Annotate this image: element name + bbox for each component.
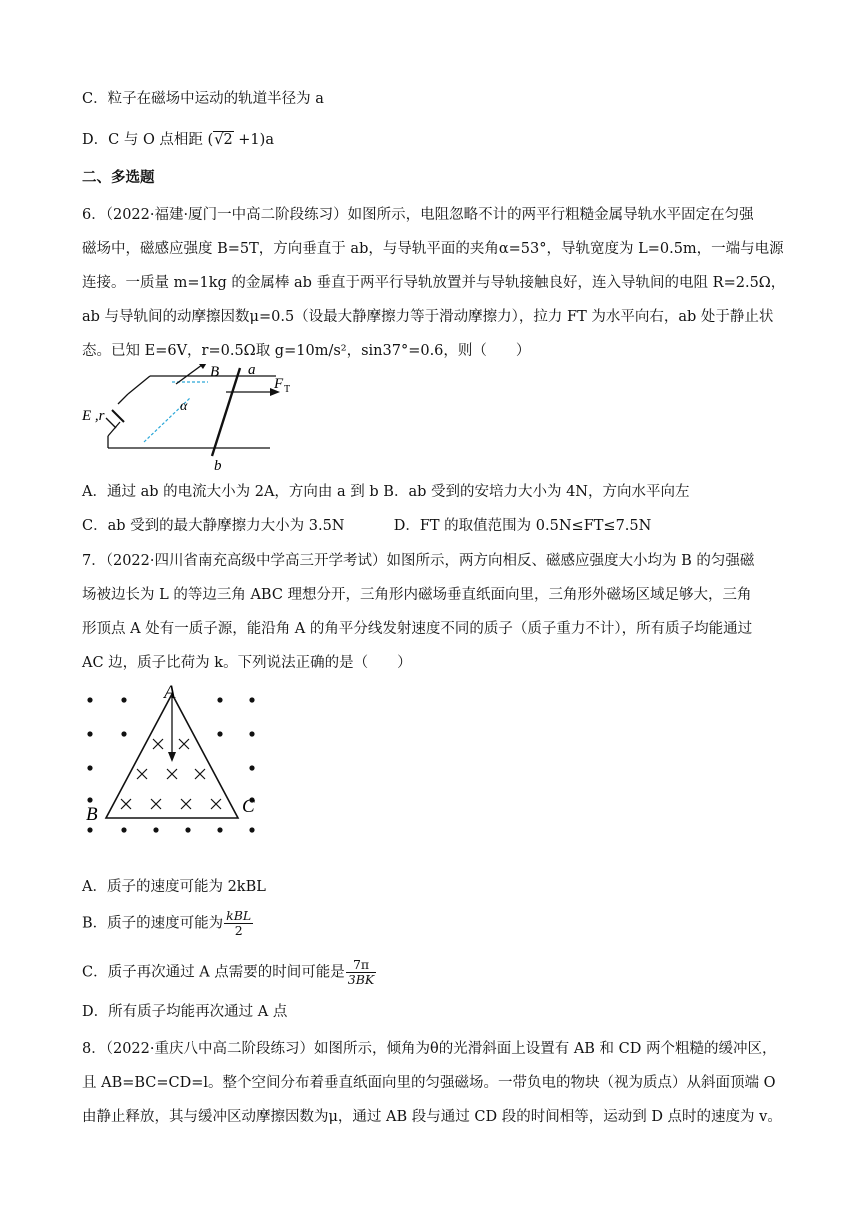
q5-option-d-suffix: +1)a bbox=[233, 132, 274, 148]
field-cross bbox=[181, 799, 191, 809]
q7-option-a: A．质子的速度可能为 2kBL bbox=[82, 879, 266, 895]
q5-option-d-sqrt: √2 bbox=[214, 132, 233, 148]
field-dot bbox=[249, 827, 254, 832]
q7-line-4: AC 边，质子比荷为 k。下列说法正确的是（ ） bbox=[82, 655, 412, 671]
field-cross bbox=[211, 799, 221, 809]
field-dot bbox=[217, 697, 222, 702]
q6-option-c bbox=[82, 516, 651, 536]
q6-label-a: a bbox=[248, 364, 256, 378]
q6-line-2: 磁场中，磁感应强度 B=5T，方向垂直于 ab，与导轨平面的夹角α=53°，导轨宽度为 L=0.5m，一端与电源 bbox=[82, 241, 784, 257]
field-dot bbox=[217, 731, 222, 736]
q5-option-c: C．粒子在磁场中运动的轨道半径为 a bbox=[82, 91, 324, 107]
field-dot bbox=[249, 765, 254, 770]
q7-option-d: D．所有质子均能再次通过 A 点 bbox=[82, 1004, 288, 1020]
q7-line-1: 7．（2022·四川省南充高级中学高三开学考试）如图所示，两方向相反、磁感应强度大小均为 B 的匀强磁 bbox=[82, 553, 755, 569]
field-cross bbox=[121, 799, 131, 809]
q5-option-d-prefix: D．C 与 O 点相距 ( bbox=[82, 132, 214, 148]
q6-option-c-text: C．ab 受到的最大静摩擦力大小为 3.5N bbox=[82, 518, 345, 534]
field-cross bbox=[151, 799, 161, 809]
field-dot bbox=[249, 697, 254, 702]
q7-option-b bbox=[82, 909, 253, 938]
q8-line-1: 8．（2022·重庆八中高二阶段练习）如图所示，倾角为θ的光滑斜面上设置有 AB 和 CD 两个粗糙的缓冲区， bbox=[82, 1041, 777, 1057]
q6-line-5: 态。已知 E=6V，r=0.5Ω取 g=10m/s²，sin37°=0.6，则（ ） bbox=[82, 343, 531, 359]
field-dot bbox=[249, 731, 254, 736]
q6-battery-plate bbox=[112, 410, 124, 422]
q8-line-2: 且 AB=BC=CD=l。整个空间分布着垂直纸面向里的匀强磁场。一带负电的物块（视为质点）从斜面顶端 O bbox=[82, 1075, 776, 1091]
field-dot bbox=[121, 731, 126, 736]
field-dot bbox=[87, 731, 92, 736]
q7-line-3: 形顶点 A 处有一质子源，能沿角 A 的角平分线发射速度不同的质子（质子重力不计），所有质子均能通过 bbox=[82, 621, 753, 637]
field-dot bbox=[87, 797, 92, 802]
q6-option-ab: A．通过 ab 的电流大小为 2A，方向由 a 到 b B．ab 受到的安培力大小为 4N，方向水平向左 bbox=[82, 484, 690, 500]
q6-label-f: F bbox=[274, 376, 284, 392]
q7-dots-outside bbox=[87, 697, 254, 832]
q7-crosses-inside bbox=[121, 739, 221, 809]
field-dot bbox=[121, 827, 126, 832]
q7-option-c-text: C．质子再次通过 A 点需要的时间可能是 bbox=[82, 964, 345, 981]
q7-label-a: A bbox=[164, 682, 176, 703]
field-dot bbox=[185, 827, 190, 832]
q6-option-d-text: D．FT 的取值范围为 0.5N≤FT≤7.5N bbox=[393, 518, 652, 534]
q6-rod-ab bbox=[212, 368, 240, 456]
field-cross bbox=[179, 739, 189, 749]
field-dot bbox=[87, 697, 92, 702]
q7-label-b: B bbox=[86, 804, 98, 825]
field-cross bbox=[137, 769, 147, 779]
q6-label-t: T bbox=[284, 384, 291, 395]
field-cross bbox=[167, 769, 177, 779]
field-cross bbox=[195, 769, 205, 779]
q6-label-b-end: b bbox=[214, 458, 222, 474]
q6-label-b-field: B bbox=[210, 364, 220, 380]
q6-line-4: ab 与导轨间的动摩擦因数μ=0.5（设最大静摩擦力等于滑动摩擦力），拉力 FT 为水平向右，ab 处于静止状 bbox=[82, 309, 774, 325]
q7-option-b-fraction: $\frac{\text{kBL}}{2}$ bbox=[226, 908, 252, 938]
q7-label-c: C bbox=[242, 796, 255, 817]
q5-option-d bbox=[82, 130, 274, 150]
q6-label-alpha: α bbox=[180, 399, 188, 414]
field-cross bbox=[153, 739, 163, 749]
field-dot bbox=[87, 765, 92, 770]
q8-line-3: 由静止释放，其与缓冲区动摩擦因数为μ，通过 AB 段与通过 CD 段的时间相等，运动到 D 点时的速度为 v。 bbox=[82, 1109, 782, 1125]
q7-figure bbox=[80, 680, 280, 840]
section-title: 二、多选题 bbox=[82, 169, 155, 186]
q7-option-b-text: B．质子的速度可能为 bbox=[82, 915, 224, 932]
field-dot bbox=[217, 827, 222, 832]
field-dot bbox=[121, 697, 126, 702]
q6-figure bbox=[80, 364, 300, 474]
q6-line-3: 连接。一质量 m=1kg 的金属棒 ab 垂直于两平行导轨放置并与导轨接触良好，连入导轨间的电阻 R=2.5Ω， bbox=[82, 275, 786, 291]
q7-line-2: 场被边长为 L 的等边三角 ABC 理想分开，三角形内磁场垂直纸面向里，三角形外磁场区域足够大，三角 bbox=[82, 587, 752, 603]
field-dot bbox=[87, 827, 92, 832]
q7-option-c-fraction: $\frac{7\pi}{3BK}$ bbox=[347, 957, 375, 987]
field-dot bbox=[153, 827, 158, 832]
q6-line-1: 6．（2022·福建·厦门一中高二阶段练习）如图所示，电阻忽略不计的两平行粗糙金属导轨水平固定在匀强 bbox=[82, 207, 754, 223]
q6-label-er: E ,r bbox=[82, 408, 105, 424]
q7-option-c bbox=[82, 958, 376, 987]
